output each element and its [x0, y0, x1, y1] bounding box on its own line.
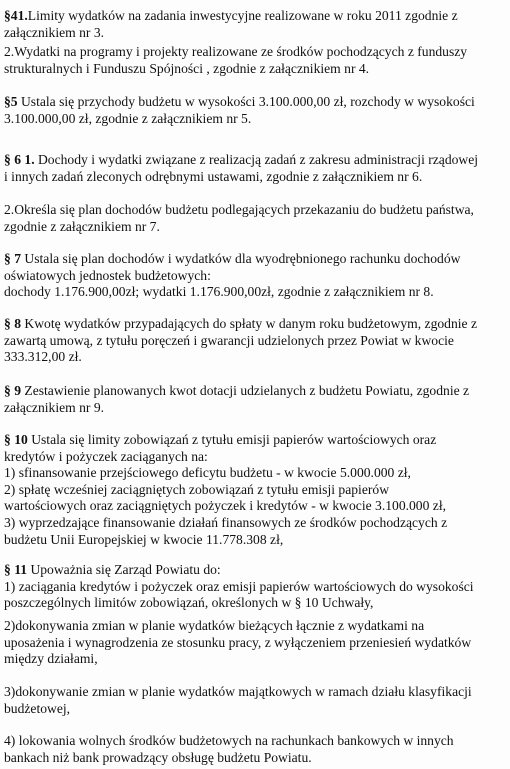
paragraph-6-point-2	[4, 202, 502, 235]
section-5-number: §5	[4, 94, 18, 109]
paragraph-10	[4, 432, 502, 548]
paragraph-11-item-2-line-2: uposażenia i wynagrodzenia ze stosunku pracy, z wyłączeniem przeniesień wydatków	[4, 634, 472, 650]
paragraph-10-item-1: 1) sfinansowanie przejściowego deficytu budżetu - w kwocie 5.000.000 zł,	[4, 465, 411, 481]
paragraph-41-point-2	[4, 44, 502, 77]
section-7-number: § 7	[4, 251, 21, 266]
paragraph-11	[4, 562, 502, 612]
paragraph-11-item-4-line-2: bankach niż bank prowadzący obsługę budżetu Powiatu.	[4, 749, 312, 765]
paragraph-7-line-3: dochody 1.176.900,00zł; wydatki 1.176.900,00zł, zgodnie z załącznikiem nr 8.	[4, 284, 434, 300]
paragraph-9	[4, 383, 502, 416]
paragraph-11-item-4-line-1: 4) lokowania wolnych środków budżetowych na rachunkach bankowych w innych	[4, 733, 454, 748]
section-9-number: § 9	[4, 383, 21, 398]
paragraph-6	[4, 152, 502, 185]
paragraph-6-line-2: i innych zadań zleconych odrębnymi ustawami, zgodnie z załącznikiem nr 6.	[4, 168, 423, 184]
paragraph-8-line-3: 333.312,00 zł.	[4, 349, 82, 365]
paragraph-10-line-1: Ustala się limity zobowiązań z tytułu emisji papierów wartościowych oraz	[27, 432, 437, 447]
section-41-number: §41.	[4, 8, 28, 23]
paragraph-7-line-2: oświatowych jednostek budżetowych:	[4, 267, 211, 283]
paragraph-41	[4, 8, 502, 41]
section-8-number: § 8	[4, 316, 21, 331]
paragraph-7	[4, 251, 502, 301]
paragraph-41-point-2-line-1: 2.Wydatki na programy i projekty realizowane ze środków pochodzących z funduszy	[4, 44, 468, 59]
paragraph-11-item-3-line-2: budżetowej,	[4, 700, 71, 716]
paragraph-8-line-1: Kwotę wydatków przypadających do spłaty w danym roku budżetowym, zgodnie z	[21, 316, 478, 331]
paragraph-5-line-1: Ustala się przychody budżetu w wysokości 3.100.000,00 zł, rozchody w wysokości	[17, 94, 475, 109]
paragraph-7-line-1: Ustala się plan dochodów i wydatków dla wyodrębnionego rachunku dochodów	[21, 251, 461, 266]
paragraph-11-item-1: 1) zaciągania kredytów i pożyczek oraz emisji papierów wartościowych do wysokości	[4, 578, 474, 594]
paragraph-11-item-1-continued: poszczególnych limitów zobowiązań, określonych w § 10 Uchwały,	[4, 595, 374, 611]
paragraph-11-item-2-line-3: między działami,	[4, 651, 98, 667]
paragraph-9-line-2: załącznikiem nr 9.	[4, 399, 105, 415]
section-6-number: § 6 1.	[4, 152, 35, 167]
paragraph-41-point-2-line-2: strukturalnych i Funduszu Spójności , zgodnie z załącznikiem nr 4.	[4, 60, 370, 76]
paragraph-11-item-3-line-1: 3)dokonywanie zmian w planie wydatków majątkowych w ramach działu klasyfikacji	[4, 684, 472, 699]
paragraph-11-item-2	[4, 618, 502, 668]
paragraph-9-line-1: Zestawienie planowanych kwot dotacji udzielanych z budżetu Powiatu, zgodnie z	[21, 383, 470, 398]
section-11-number: § 11	[4, 562, 28, 577]
paragraph-6-point-2-line-2: zgodnie z załącznikiem nr 7.	[4, 218, 160, 234]
paragraph-41-line-2: załącznikiem nr 3.	[4, 24, 105, 40]
paragraph-10-item-3-continued: budżetu Unii Europejskiej w kwocie 11.778.308 zł,	[4, 531, 284, 547]
paragraph-10-line-2: kredytów i pożyczek zaciąganych na:	[4, 448, 208, 464]
paragraph-6-point-2-line-1: 2.Określa się plan dochodów budżetu podlegających przekazaniu do budżetu państwa,	[4, 202, 474, 217]
paragraph-11-line-1: Upoważnia się Zarząd Powiatu do:	[27, 562, 221, 577]
paragraph-41-line-1: Limity wydatków na zadania inwestycyjne realizowane w roku 2011 zgodnie z	[27, 8, 458, 23]
paragraph-11-item-2-line-1: 2)dokonywania zmian w planie wydatków bieżących łącznie z wydatkami na	[4, 618, 425, 633]
section-10-number: § 10	[4, 432, 28, 447]
paragraph-10-item-3: 3) wyprzedzające finansowanie działań finansowych ze środków pochodzących z	[4, 514, 448, 530]
paragraph-8-line-2: zawartą umową, z tytułu poręczeń i gwarancji udzielonych przez Powiat w kwocie	[4, 332, 454, 348]
paragraph-6-line-1: Dochody i wydatki związane z realizacją zadań z zakresu administracji rządowej	[34, 152, 479, 167]
paragraph-10-item-2-continued: wartościowych oraz zaciągniętych pożyczek i kredytów - w kwocie 3.100.000 zł,	[4, 498, 447, 514]
paragraph-8	[4, 316, 502, 366]
paragraph-5	[4, 94, 502, 127]
paragraph-5-line-2: 3.100.000,00 zł, zgodnie z załącznikiem nr 5.	[4, 110, 252, 126]
paragraph-11-item-4	[4, 733, 502, 766]
paragraph-11-item-3	[4, 684, 502, 717]
paragraph-10-item-2: 2) spłatę wcześniej zaciągniętych zobowiązań z tytułu emisji papierów	[4, 481, 390, 497]
